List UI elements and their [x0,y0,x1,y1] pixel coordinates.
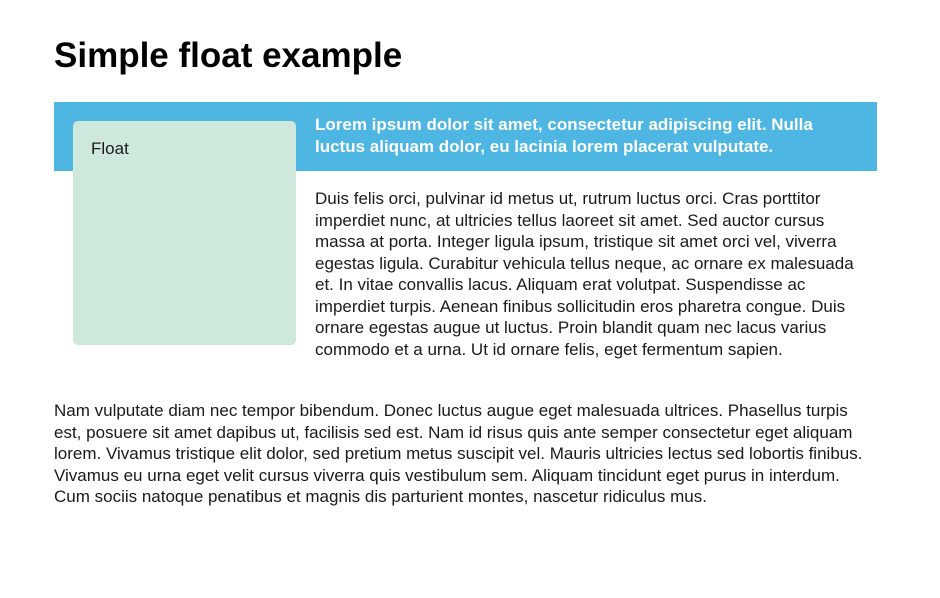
paragraph-beside-float: Duis felis orci, pulvinar id metus ut, rutrum luctus orci. Cras porttitor imperdiet nunc, at ultricies tellus laoreet sit amet. Sed auctor cursus massa at porta. Integer ligula ipsum, tristique sit amet orci vel, viverra egestas ligula. Curabitur vehicula tellus neque, ac ornare ex malesuada et. In vitae convallis lacus. Aliquam erat volutpat. Suspendisse ac imperdiet turpis. Aenean finibus sollicitudin eros pharetra congue. Duis ornare egestas augue ut luctus. Proin blandit quam nec lacus varius commodo et a urna. Ut id ornare felis, eget fermentum sapien. [315,189,854,359]
banner-text: Lorem ipsum dolor sit amet, consectetur adipiscing elit. Nulla luctus aliquam dolor, eu lacinia lorem placerat vulputate. [315,115,813,156]
page-title: Simple float example [54,36,403,75]
float-box-label: Float [91,139,129,158]
paragraph-below: Nam vulputate diam nec tempor bibendum. Donec luctus augue eget malesuada ultrices. Phasellus turpis est, posuere sit amet dapibus ut, facilisis sed est. Nam id risus quis ante semper consectetur eget aliquam lorem. Vivamus tristique elit dolor, sed pretium metus suscipit vel. Mauris ultricies lectus sed lobortis finibus. Vivamus eu urna eget velit cursus viverra quis vestibulum sem. Aliquam tincidunt eget purus in interdum. Cum sociis natoque penatibus et magnis dis parturient montes, nascetur ridiculus mus. [54,401,863,506]
float-box [73,121,296,345]
